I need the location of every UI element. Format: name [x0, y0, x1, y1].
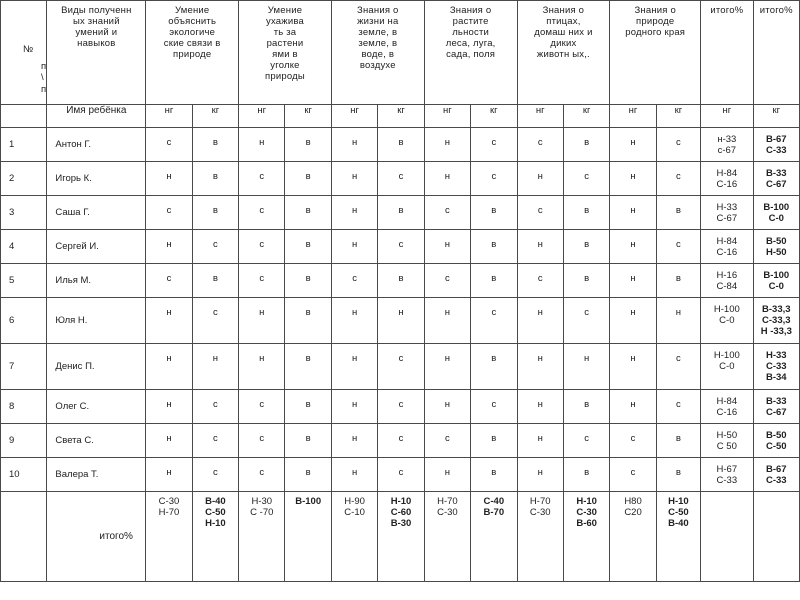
level-cell: н — [424, 458, 470, 492]
total-line: С 50 — [716, 441, 737, 452]
level-cell: н — [517, 390, 563, 424]
child-name: Валера Т. — [47, 458, 146, 492]
footer-empty — [1, 492, 47, 582]
total-line: С-33 — [765, 361, 787, 372]
total-header-1: итого% — [701, 1, 753, 105]
footer-summary-cell — [192, 492, 238, 582]
level-cell: н — [517, 344, 563, 390]
table-row — [1, 298, 800, 344]
total-percent-1 — [701, 162, 753, 196]
level-cell: н — [610, 344, 656, 390]
total-line: Н-33 — [765, 350, 787, 361]
child-name: Сергей И. — [47, 230, 146, 264]
level-cell: в — [563, 264, 609, 298]
total-line: С-0 — [768, 213, 784, 224]
table-row — [1, 264, 800, 298]
level-cell: в — [471, 424, 517, 458]
total-line: С-0 — [768, 281, 784, 292]
level-cell: в — [563, 196, 609, 230]
level-cell: с — [378, 344, 424, 390]
level-cell: н — [331, 196, 377, 230]
side-fragment-top: п — [41, 61, 47, 72]
footer-summary-cell — [517, 492, 563, 582]
level-cell: н — [517, 162, 563, 196]
level-cell: н — [146, 162, 192, 196]
child-name: Денис П. — [47, 344, 146, 390]
number-header — [1, 1, 47, 105]
footer-summary-cell — [610, 492, 656, 582]
total-line: С-67 — [716, 213, 738, 224]
total-percent-2 — [753, 162, 799, 196]
level-cell: н — [192, 344, 238, 390]
total-percent-2 — [753, 344, 799, 390]
total-line: С-33 — [765, 145, 787, 156]
level-cell: в — [285, 298, 331, 344]
ng-header: нг — [146, 105, 192, 128]
total-line: Н-100 — [713, 304, 740, 315]
total-line: С-67 — [765, 179, 787, 190]
level-cell: в — [285, 162, 331, 196]
total-line: Н-33 — [716, 202, 738, 213]
level-cell: с — [563, 298, 609, 344]
summary-line: С-60 — [390, 507, 412, 518]
level-cell: в — [192, 162, 238, 196]
summary-line: Н-90 — [344, 496, 365, 507]
level-cell: н — [656, 298, 700, 344]
level-cell: в — [563, 128, 609, 162]
level-cell: н — [331, 344, 377, 390]
child-name: Света С. — [47, 424, 146, 458]
table-row — [1, 128, 800, 162]
summary-line: Н-10 — [390, 496, 412, 507]
level-cell: с — [471, 162, 517, 196]
summary-line: В-60 — [576, 518, 597, 529]
total-percent-1 — [701, 264, 753, 298]
level-cell: н — [610, 298, 656, 344]
row-number: 1 — [1, 128, 47, 162]
summary-line: С-10 — [344, 507, 365, 518]
level-cell: н — [146, 298, 192, 344]
level-cell: в — [285, 344, 331, 390]
level-cell: в — [656, 458, 700, 492]
category-header-2: Умение ухажива ть за растени ями в уголке природы — [239, 1, 332, 105]
level-cell: в — [563, 230, 609, 264]
footer-summary-cell — [471, 492, 517, 582]
level-cell: с — [424, 196, 470, 230]
summary-line: Н-10 — [576, 496, 597, 507]
summary-line: Н-10 — [668, 496, 689, 507]
total-percent-2 — [753, 264, 799, 298]
total-line: С-67 — [765, 407, 787, 418]
ng-header: нг — [517, 105, 563, 128]
level-cell: н — [610, 264, 656, 298]
row-number: 3 — [1, 196, 47, 230]
level-cell: с — [378, 458, 424, 492]
total-line: Н-67 — [716, 464, 738, 475]
total-line: В-34 — [765, 372, 787, 383]
side-fragment-bot: п — [41, 84, 47, 95]
total-line: Н-84 — [716, 396, 738, 407]
level-cell: в — [285, 230, 331, 264]
ng-header: нг — [239, 105, 285, 128]
kg-header: кг — [192, 105, 238, 128]
level-cell: с — [192, 230, 238, 264]
level-cell: н — [331, 162, 377, 196]
subheader-row — [1, 105, 800, 128]
level-cell: н — [517, 424, 563, 458]
level-cell: с — [610, 424, 656, 458]
level-cell: н — [239, 298, 285, 344]
summary-line: Н-70 — [437, 496, 458, 507]
level-cell: с — [239, 390, 285, 424]
summary-line: С-50 — [205, 507, 226, 518]
level-cell: с — [192, 458, 238, 492]
ng-header: нг — [331, 105, 377, 128]
level-cell: в — [471, 230, 517, 264]
kg-header: кг — [563, 105, 609, 128]
row-number: 8 — [1, 390, 47, 424]
summary-line: С-30 — [576, 507, 597, 518]
level-cell: с — [239, 230, 285, 264]
total-line: С-50 — [765, 441, 787, 452]
level-cell: с — [192, 298, 238, 344]
summary-line: С-40 — [483, 496, 505, 507]
level-cell: с — [239, 196, 285, 230]
total-line: Н-50 — [716, 430, 738, 441]
child-name: Саша Г. — [47, 196, 146, 230]
footer-label: итого% — [47, 492, 146, 582]
level-cell: с — [146, 128, 192, 162]
total-line: В-33,3 — [762, 304, 791, 315]
total-line: С-33 — [765, 475, 787, 486]
kg-header: кг — [378, 105, 424, 128]
kg-header: кг — [285, 105, 331, 128]
table-row — [1, 458, 800, 492]
level-cell: н — [239, 128, 285, 162]
level-cell: в — [471, 264, 517, 298]
summary-line: Н-70 — [158, 507, 180, 518]
total-line: В-50 — [765, 236, 787, 247]
level-cell: н — [610, 390, 656, 424]
row-number: 10 — [1, 458, 47, 492]
skills-kind-header: Виды полученн ых знаний умений и навыков — [47, 1, 146, 105]
total-line: С-33 — [716, 475, 738, 486]
child-name: Олег С. — [47, 390, 146, 424]
level-cell: с — [192, 390, 238, 424]
category-header-3: Знания о жизни на земле, в земле, в воде, в воздухе — [331, 1, 424, 105]
summary-line: С-50 — [668, 507, 689, 518]
total-line: н-33 — [717, 134, 737, 145]
total-line: Н-100 — [713, 350, 740, 361]
level-cell: в — [192, 128, 238, 162]
level-cell: н — [424, 298, 470, 344]
level-cell: н — [424, 230, 470, 264]
level-cell: н — [331, 390, 377, 424]
level-cell: в — [471, 458, 517, 492]
total-percent-1 — [701, 344, 753, 390]
total-percent-1 — [701, 128, 753, 162]
row-number: 6 — [1, 298, 47, 344]
level-cell: с — [610, 458, 656, 492]
total-line: В-100 — [763, 270, 790, 281]
level-cell: с — [378, 424, 424, 458]
level-cell: с — [192, 424, 238, 458]
level-cell: с — [656, 128, 700, 162]
level-cell: с — [424, 424, 470, 458]
total-percent-1 — [701, 230, 753, 264]
level-cell: в — [656, 264, 700, 298]
level-cell: с — [471, 128, 517, 162]
level-cell: н — [146, 230, 192, 264]
level-cell: в — [192, 264, 238, 298]
summary-line: С20 — [624, 507, 642, 518]
level-cell: с — [656, 390, 700, 424]
child-name: Юля Н. — [47, 298, 146, 344]
total-percent-2 — [753, 196, 799, 230]
table-row — [1, 424, 800, 458]
level-cell: с — [239, 458, 285, 492]
child-name-header: Имя ребёнка — [47, 105, 146, 128]
total-percent-1 — [701, 424, 753, 458]
total-line: С-0 — [719, 361, 735, 372]
row-number: 7 — [1, 344, 47, 390]
level-cell: н — [331, 458, 377, 492]
kg-header: кг — [753, 105, 799, 128]
total-percent-2 — [753, 298, 799, 344]
level-cell: н — [378, 298, 424, 344]
level-cell: с — [563, 424, 609, 458]
level-cell: в — [471, 344, 517, 390]
kg-header: кг — [471, 105, 517, 128]
summary-line: С-30 — [437, 507, 458, 518]
level-cell: в — [471, 196, 517, 230]
side-fragment-mid: \ — [41, 72, 44, 83]
total-line: С-33,3 — [762, 315, 791, 326]
level-cell: н — [331, 424, 377, 458]
row-number: 5 — [1, 264, 47, 298]
level-cell: в — [563, 390, 609, 424]
footer-summary-cell — [331, 492, 377, 582]
footer-empty — [753, 492, 799, 582]
level-cell: н — [517, 458, 563, 492]
footer-empty — [701, 492, 753, 582]
level-cell: н — [239, 344, 285, 390]
level-cell: в — [378, 196, 424, 230]
total-line: В-50 — [765, 430, 787, 441]
level-cell: н — [146, 390, 192, 424]
footer-summary-cell — [424, 492, 470, 582]
footer-summary-cell — [146, 492, 192, 582]
level-cell: с — [146, 196, 192, 230]
summary-line: В-70 — [483, 507, 505, 518]
total-percent-2 — [753, 128, 799, 162]
level-cell: н — [424, 128, 470, 162]
row-number: 9 — [1, 424, 47, 458]
total-line: В-33 — [765, 396, 787, 407]
total-line: С-16 — [716, 407, 738, 418]
row-number: 4 — [1, 230, 47, 264]
level-cell: в — [656, 196, 700, 230]
summary-line: Н-70 — [529, 496, 551, 507]
level-cell: в — [285, 458, 331, 492]
level-cell: н — [610, 196, 656, 230]
ng-header: нг — [424, 105, 470, 128]
level-cell: н — [331, 230, 377, 264]
total-line: С-0 — [719, 315, 735, 326]
level-cell: с — [656, 344, 700, 390]
level-cell: н — [610, 162, 656, 196]
level-cell: н — [610, 230, 656, 264]
row-number: 2 — [1, 162, 47, 196]
total-percent-1 — [701, 390, 753, 424]
level-cell: н — [146, 344, 192, 390]
total-percent-2 — [753, 424, 799, 458]
total-percent-1 — [701, 298, 753, 344]
total-percent-2 — [753, 390, 799, 424]
total-line: Н-84 — [716, 236, 738, 247]
ng-header: нг — [610, 105, 656, 128]
level-cell: с — [331, 264, 377, 298]
level-cell: с — [517, 196, 563, 230]
total-line: с-67 — [717, 145, 737, 156]
summary-line: В-40 — [205, 496, 226, 507]
total-percent-2 — [753, 230, 799, 264]
total-line: В-67 — [765, 134, 787, 145]
category-header-1: Умение объяснить экологиче ские связи в природе — [146, 1, 239, 105]
total-line: С-16 — [716, 247, 738, 258]
table-row — [1, 196, 800, 230]
category-header-6: Знания о природе родного края — [610, 1, 701, 105]
footer-summary-cell — [285, 492, 331, 582]
level-cell: н — [146, 458, 192, 492]
summary-line: С-30 — [158, 496, 180, 507]
total-line: Н-16 — [716, 270, 738, 281]
summary-line: В-30 — [390, 518, 412, 529]
level-cell: с — [517, 264, 563, 298]
level-cell: с — [656, 230, 700, 264]
level-cell: в — [656, 424, 700, 458]
summary-line: В-100 — [295, 496, 322, 507]
level-cell: н — [563, 344, 609, 390]
subheader-empty — [1, 105, 47, 128]
summary-line: Н-10 — [205, 518, 226, 529]
footer-summary-cell — [656, 492, 700, 582]
summary-line: Н-30 — [251, 496, 273, 507]
total-line: В-33 — [765, 168, 787, 179]
total-line: В-100 — [763, 202, 790, 213]
summary-line: С -70 — [250, 507, 274, 518]
level-cell: в — [285, 196, 331, 230]
header-row — [1, 1, 800, 105]
total-header-2: итого% — [753, 1, 799, 105]
total-line: В-67 — [765, 464, 787, 475]
summary-line: Н80 — [624, 496, 642, 507]
footer-summary-cell — [378, 492, 424, 582]
total-line: Н-84 — [716, 168, 738, 179]
level-cell: в — [378, 264, 424, 298]
level-cell: в — [285, 128, 331, 162]
child-name: Игорь К. — [47, 162, 146, 196]
level-cell: н — [424, 162, 470, 196]
footer-summary-cell — [239, 492, 285, 582]
level-cell: с — [471, 298, 517, 344]
level-cell: с — [239, 162, 285, 196]
level-cell: н — [424, 344, 470, 390]
level-cell: н — [331, 128, 377, 162]
summary-line: С-30 — [529, 507, 551, 518]
level-cell: с — [471, 390, 517, 424]
table-row — [1, 344, 800, 390]
category-header-5: Знания о птицах, домаш них и диких животн ых,. — [517, 1, 610, 105]
total-percent-1 — [701, 196, 753, 230]
level-cell: с — [378, 390, 424, 424]
level-cell: н — [610, 128, 656, 162]
level-cell: с — [656, 162, 700, 196]
level-cell: с — [563, 162, 609, 196]
level-cell: с — [378, 230, 424, 264]
table-row — [1, 230, 800, 264]
child-name: Антон Г. — [47, 128, 146, 162]
total-line: Н -33,3 — [760, 326, 792, 337]
total-line: С-16 — [716, 179, 738, 190]
level-cell: в — [563, 458, 609, 492]
total-line: С-84 — [716, 281, 738, 292]
category-header-4: Знания о растите льности леса, луга, сада, поля — [424, 1, 517, 105]
level-cell: н — [424, 390, 470, 424]
level-cell: с — [378, 162, 424, 196]
total-percent-2 — [753, 458, 799, 492]
footer-summary-cell — [563, 492, 609, 582]
level-cell: в — [285, 264, 331, 298]
ng-header: нг — [701, 105, 753, 128]
level-cell: с — [239, 424, 285, 458]
footer-row — [1, 492, 800, 582]
level-cell: н — [331, 298, 377, 344]
level-cell: в — [192, 196, 238, 230]
child-name: Илья М. — [47, 264, 146, 298]
level-cell: н — [146, 424, 192, 458]
level-cell: с — [239, 264, 285, 298]
level-cell: н — [517, 230, 563, 264]
total-line: Н-50 — [765, 247, 787, 258]
number-sign: № — [23, 44, 34, 55]
level-cell: в — [285, 424, 331, 458]
summary-line: В-40 — [668, 518, 689, 529]
level-cell: н — [517, 298, 563, 344]
level-cell: с — [146, 264, 192, 298]
total-percent-1 — [701, 458, 753, 492]
level-cell: в — [378, 128, 424, 162]
level-cell: в — [285, 390, 331, 424]
table-row — [1, 390, 800, 424]
table-row — [1, 162, 800, 196]
kg-header: кг — [656, 105, 700, 128]
level-cell: с — [517, 128, 563, 162]
level-cell: с — [424, 264, 470, 298]
